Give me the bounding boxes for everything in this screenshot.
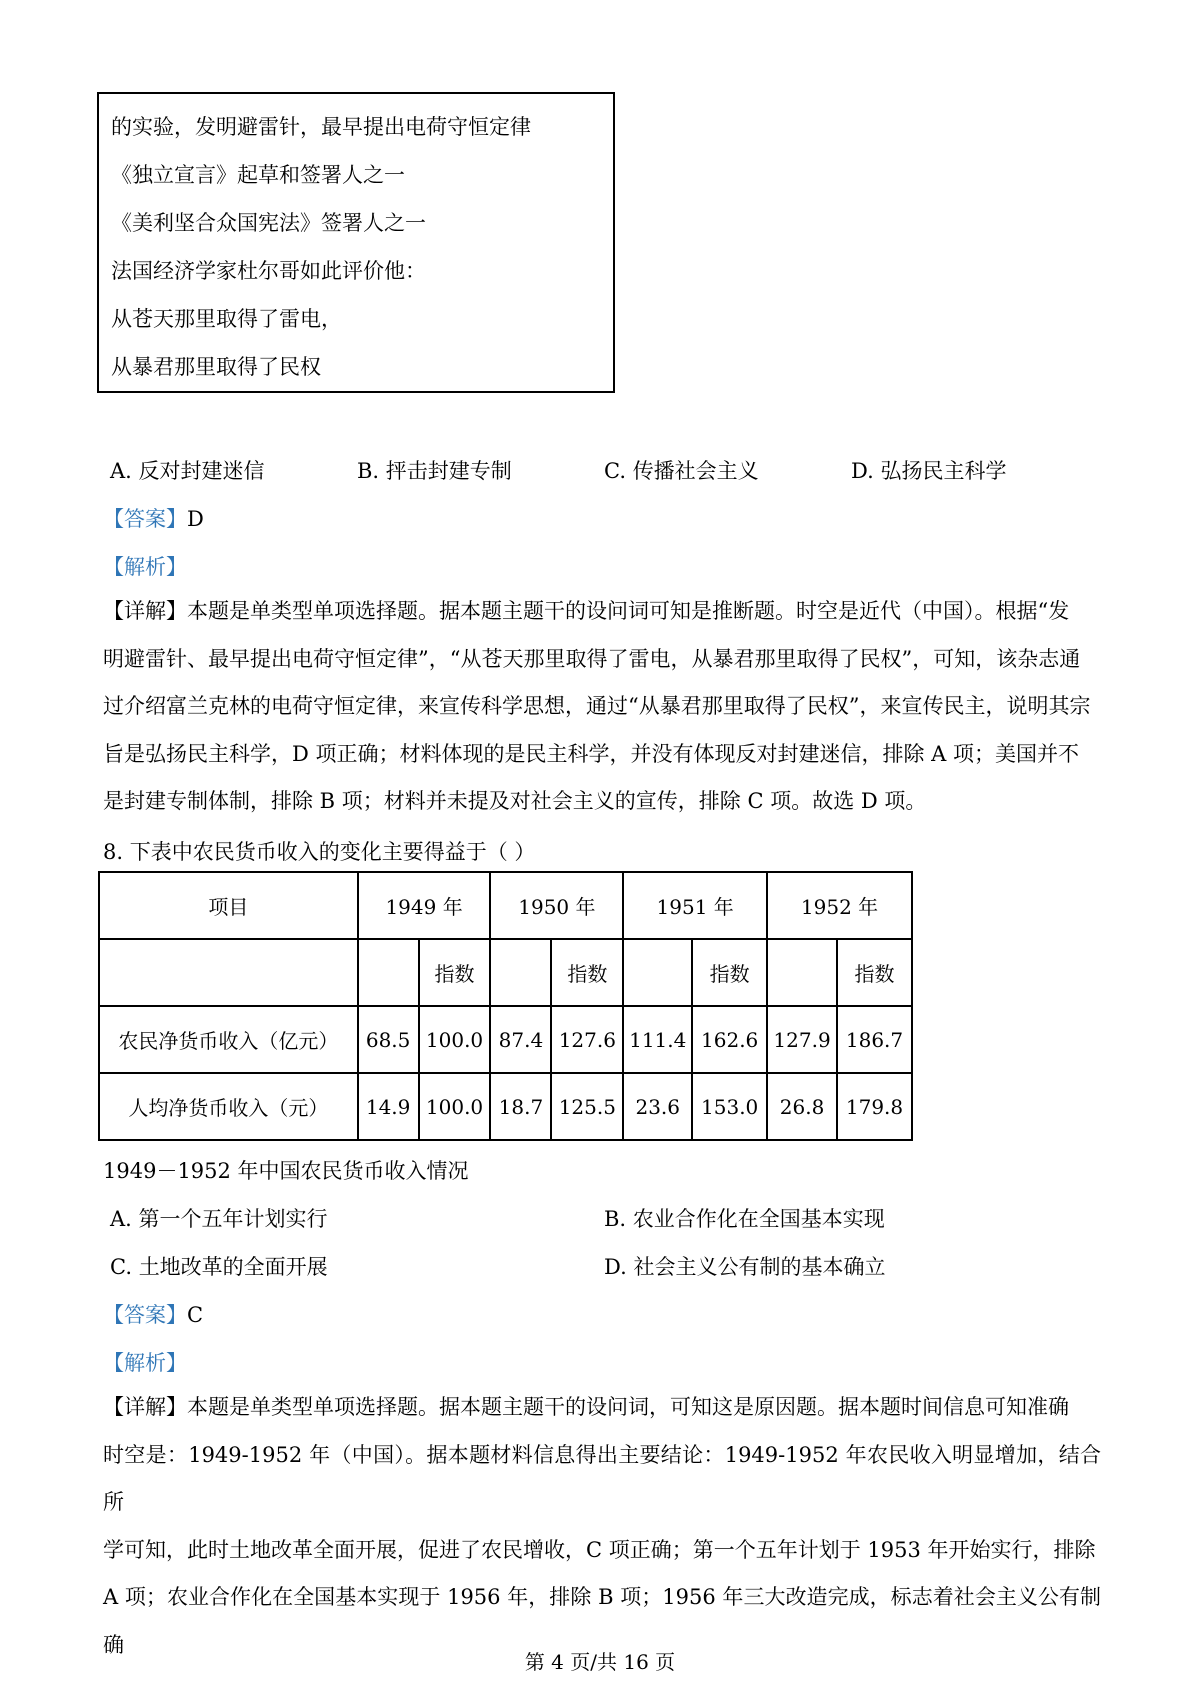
table-index-label: 指数 xyxy=(419,939,491,1006)
table-header-year: 1949 年 xyxy=(358,872,491,939)
table-cell: 127.6 xyxy=(551,1006,623,1073)
table-cell: 100.0 xyxy=(419,1073,491,1140)
q7-detail xyxy=(103,588,1101,826)
page-footer: 第 4 页/共 16 页 xyxy=(524,1650,676,1674)
quote-line: 法国经济学家杜尔哥如此评价他： xyxy=(111,259,426,283)
table-cell: 23.6 xyxy=(623,1073,692,1140)
table-header-row xyxy=(99,872,912,939)
table-index-label: 指数 xyxy=(692,939,767,1006)
quote-line: 从暴君那里取得了民权 xyxy=(111,355,321,379)
q8-option-b: B. 农业合作化在全国基本实现 xyxy=(604,1207,885,1231)
q8-stem: 8. 下表中农民货币收入的变化主要得益于（ ） xyxy=(103,840,536,864)
detail-line: 是封建专制体制，排除 B 项；材料并未提及对社会主义的宣传，排除 C 项。故选 D 项。 xyxy=(103,789,927,813)
table-cell: 186.7 xyxy=(837,1006,912,1073)
table-cell-empty xyxy=(99,939,358,1006)
table-cell: 127.9 xyxy=(767,1006,837,1073)
table-cell-empty xyxy=(623,939,692,1006)
q7-analysis-tag: 【解析】 xyxy=(103,555,187,579)
detail-line: 本题是单类型单项选择题。据本题主题干的设问词可知是推断题。时空是近代（中国）。根据“发 xyxy=(187,599,1070,623)
detail-line: 时空是：1949-1952 年（中国）。据本题材料信息得出主要结论：1949-1952 年农民收入明显增加，结合所 xyxy=(103,1442,1101,1514)
table-cell: 18.7 xyxy=(490,1073,551,1140)
table-cell: 125.5 xyxy=(551,1073,623,1140)
answer-value: D xyxy=(187,507,204,531)
table-caption: 1949－1952 年中国农民货币收入情况 xyxy=(103,1159,469,1183)
quote-line: 《独立宣言》起草和签署人之一 xyxy=(111,163,405,187)
table-cell-empty xyxy=(358,939,419,1006)
table-row-label: 人均净货币收入（元） xyxy=(99,1073,358,1140)
detail-line: 本题是单类型单项选择题。据本题主题干的设问词，可知这是原因题。据本题时间信息可知准确 xyxy=(187,1395,1069,1419)
table-cell-empty xyxy=(767,939,837,1006)
q7-answer xyxy=(103,503,204,533)
q8-detail xyxy=(103,1384,1101,1669)
answer-tag: 【答案】 xyxy=(103,1303,187,1327)
table-subheader-row xyxy=(99,939,912,1006)
table-cell: 100.0 xyxy=(419,1006,491,1073)
q8-option-c: C. 土地改革的全面开展 xyxy=(110,1255,328,1279)
answer-tag: 【答案】 xyxy=(103,507,187,531)
table-cell-empty xyxy=(490,939,551,1006)
table-cell: 162.6 xyxy=(692,1006,767,1073)
table-header-item: 项目 xyxy=(99,872,358,939)
quote-box xyxy=(97,92,615,393)
table-index-label: 指数 xyxy=(551,939,623,1006)
q8-answer xyxy=(103,1299,203,1329)
q8-analysis-tag: 【解析】 xyxy=(103,1351,187,1375)
table-header-year: 1951 年 xyxy=(623,872,767,939)
detail-tag: 【详解】 xyxy=(103,1395,187,1419)
detail-line: A 项；农业合作化在全国基本实现于 1956 年，排除 B 项；1956 年三大改造完成，标志着社会主义公有制确 xyxy=(103,1585,1101,1657)
detail-tag: 【详解】 xyxy=(103,599,187,623)
table-cell: 87.4 xyxy=(490,1006,551,1073)
table-cell: 153.0 xyxy=(692,1073,767,1140)
table-index-label: 指数 xyxy=(837,939,912,1006)
answer-value: C xyxy=(187,1303,204,1327)
q7-option-d: D. 弘扬民主科学 xyxy=(851,459,1007,483)
detail-line: 过介绍富兰克林的电荷守恒定律，来宣传科学思想，通过“从暴君那里取得了民权”，来宣传民主，说明其宗 xyxy=(103,694,1091,718)
table-cell: 111.4 xyxy=(623,1006,692,1073)
detail-line: 学可知，此时土地改革全面开展，促进了农民增收，C 项正确；第一个五年计划于 1953 年开始实行，排除 xyxy=(103,1537,1096,1562)
table-header-year: 1952 年 xyxy=(767,872,912,939)
table-cell: 14.9 xyxy=(358,1073,419,1140)
quote-line: 从苍天那里取得了雷电， xyxy=(111,307,342,331)
q8-option-d: D. 社会主义公有制的基本确立 xyxy=(604,1255,886,1279)
income-table xyxy=(98,871,913,1141)
table-cell: 179.8 xyxy=(837,1073,912,1140)
table-row-label: 农民净货币收入（亿元） xyxy=(99,1006,358,1073)
quote-line: 的实验，发明避雷针，最早提出电荷守恒定律 xyxy=(111,115,531,139)
quote-line: 《美利坚合众国宪法》签署人之一 xyxy=(111,211,426,235)
q7-option-b: B. 抨击封建专制 xyxy=(357,459,512,483)
table-cell: 26.8 xyxy=(767,1073,837,1140)
q8-option-a: A. 第一个五年计划实行 xyxy=(110,1207,328,1231)
table-row xyxy=(99,1073,912,1140)
table-header-year: 1950 年 xyxy=(490,872,623,939)
table-cell: 68.5 xyxy=(358,1006,419,1073)
q7-option-c: C. 传播社会主义 xyxy=(604,459,759,483)
detail-line: 旨是弘扬民主科学，D 项正确；材料体现的是民主科学，并没有体现反对封建迷信，排除 A 项；美国并不 xyxy=(103,741,1080,766)
table-row xyxy=(99,1006,912,1073)
detail-line: 明避雷针、最早提出电荷守恒定律”，“从苍天那里取得了雷电，从暴君那里取得了民权”，可知，该杂志通 xyxy=(103,646,1081,671)
q7-option-a: A. 反对封建迷信 xyxy=(110,459,265,483)
